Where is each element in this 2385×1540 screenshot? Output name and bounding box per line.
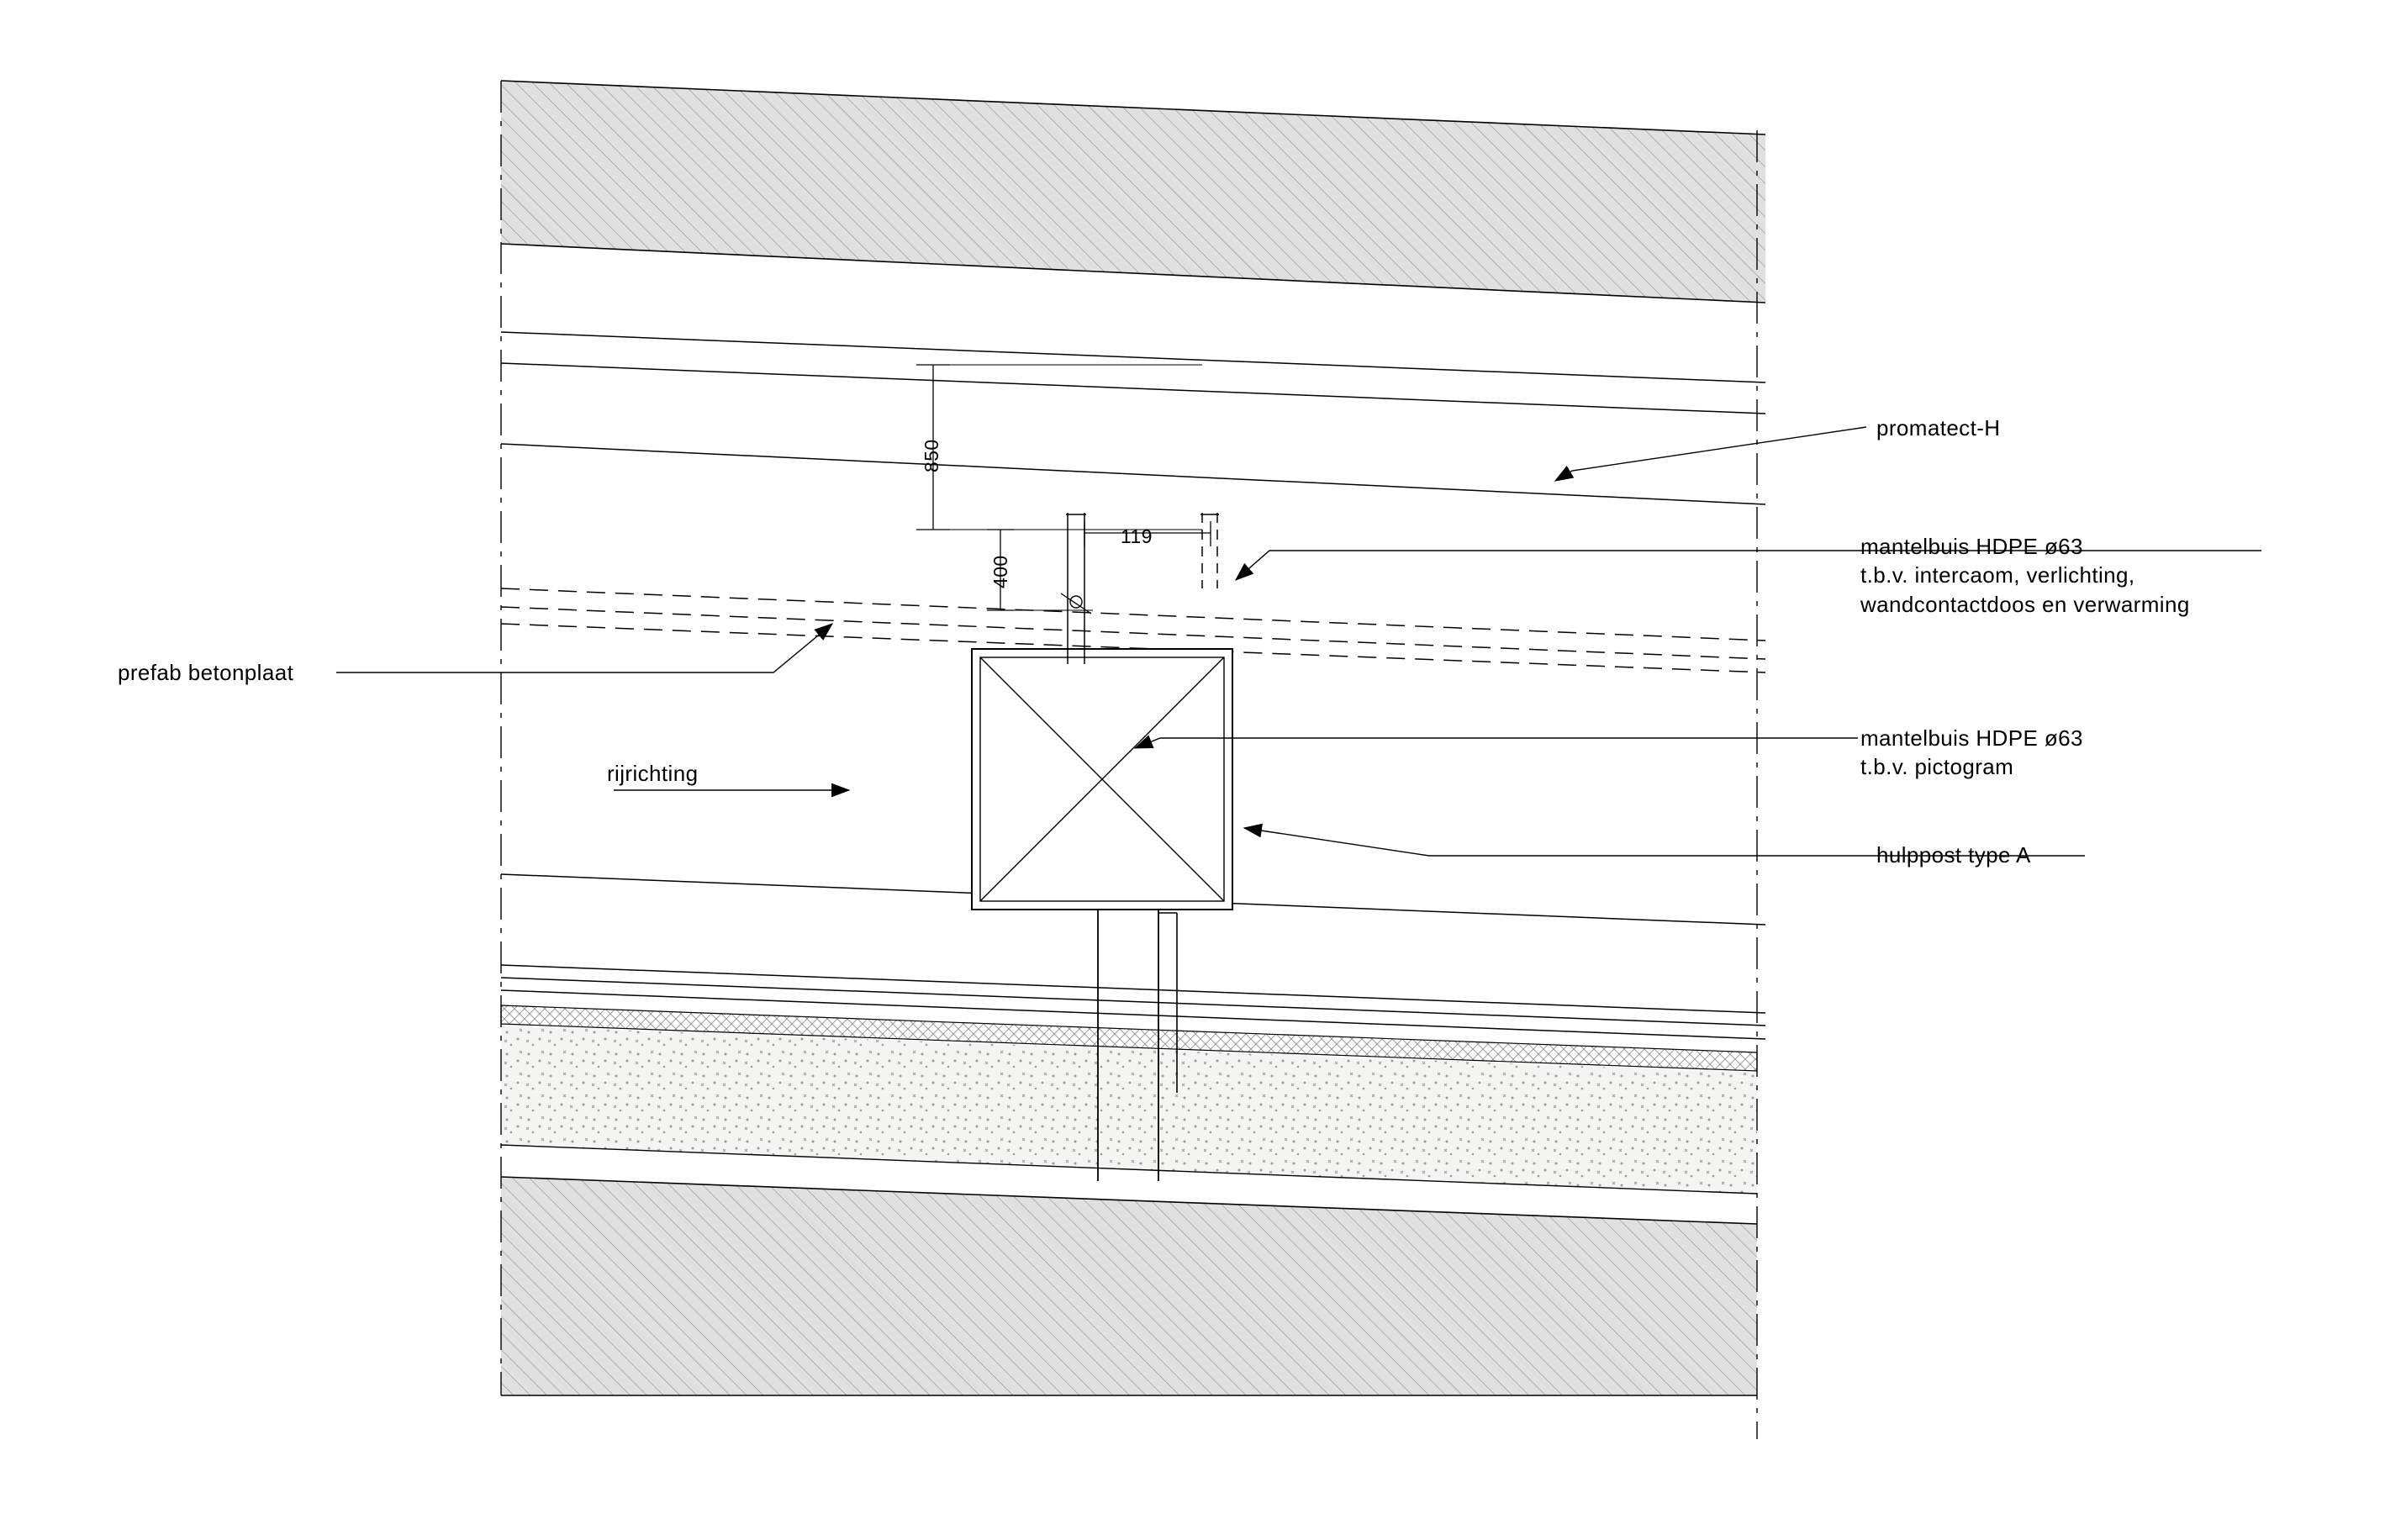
label-mantelbuis-intercom-line3: wandcontactdoos en verwarming <box>1860 591 2190 617</box>
dimension-text-119: 119 <box>1121 525 1153 547</box>
leader-lines <box>336 427 2261 856</box>
label-mantelbuis-intercom-block <box>1860 532 2190 619</box>
dimension-text-400: 400 <box>989 555 1011 588</box>
label-mantelbuis-pictogram-block <box>1860 724 2083 782</box>
promatect-ceiling-lines <box>501 332 1765 504</box>
label-hulppost-type-a: hulppost type A <box>1876 842 2031 868</box>
label-promatect-h: promatect-H <box>1876 415 2001 440</box>
foundation-hatched-band <box>501 1177 1757 1395</box>
label-rijrichting: rijrichting <box>607 761 699 786</box>
label-mantelbuis-intercom-line1: mantelbuis HDPE ø63 <box>1860 534 2083 559</box>
label-mantelbuis-pictogram-line2: t.b.v. pictogram <box>1860 754 2014 780</box>
hulppost-box <box>972 649 1232 910</box>
dimension-text-850: 850 <box>921 439 942 472</box>
ceiling-hatched-band <box>501 81 1765 303</box>
label-mantelbuis-pictogram-line1: mantelbuis HDPE ø63 <box>1860 725 2083 751</box>
label-mantelbuis-intercom-line2: t.b.v. intercaom, verlichting, <box>1860 562 2135 588</box>
label-prefab-betonplaat: prefab betonplaat <box>118 660 294 685</box>
